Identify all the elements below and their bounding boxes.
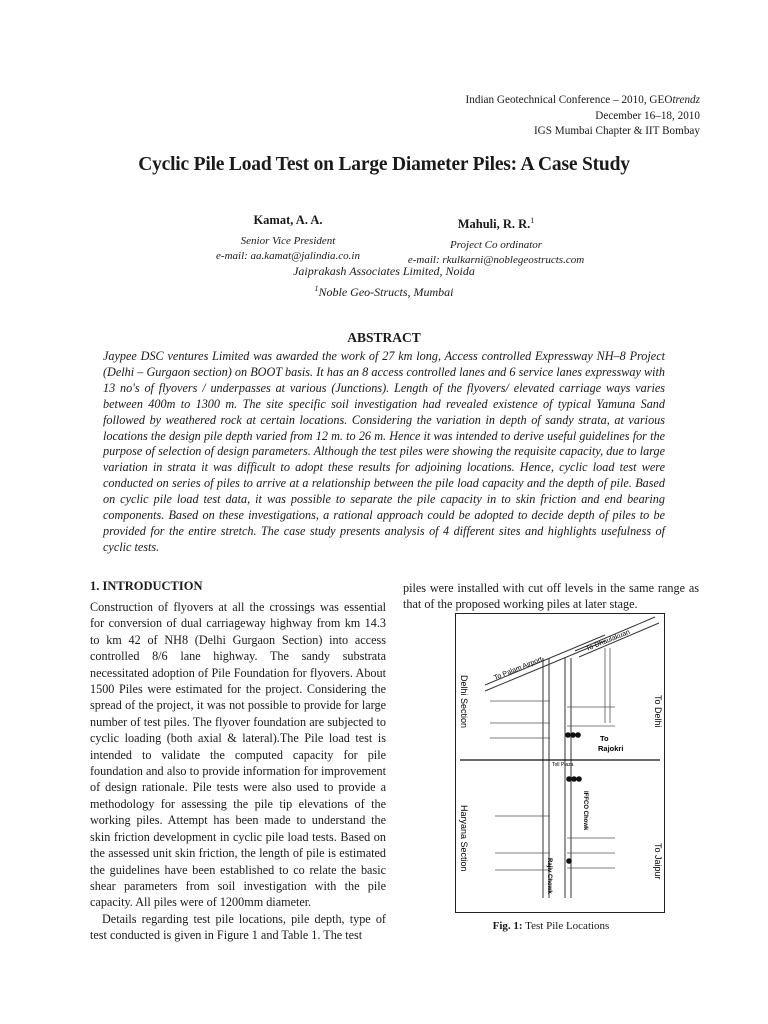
label-to: To bbox=[600, 734, 609, 743]
section-heading-introduction: 1. INTRODUCTION bbox=[90, 579, 203, 593]
paper-title: Cyclic Pile Load Test on Large Diameter Piles: A Case Study bbox=[138, 154, 630, 175]
label-delhi-section: Delhi Section bbox=[459, 675, 469, 729]
label-rajiv-chowk: Rajiv Chowk bbox=[546, 858, 552, 894]
author-1-role: Senior Vice President bbox=[240, 235, 336, 247]
intro-paragraph-2: Details regarding test pile locations, pile depth, type of test conducted is given in Figure 1 and Table 1. The test bbox=[90, 911, 386, 943]
intro-paragraph-1: Construction of flyovers at all the crossings was essential for conversion of dual carriageway highway from km 14.3 to km 42 of NH8 (Delhi Gurgaon Section) into access controlled 8/6 lane highway. The sandy substrata necessitated adoption of Pile Foundation for flyovers. About 1500 Piles were estimated for the project. Considering the spread of the project, it was not possible to provide for large number of test piles. The flyover foundation are subjected to cyclic loading (both axial & lateral).The Pile load test is intended to validate the computed capacity for pile foundation and also to provide information for improvement of design rationale. Pile tests were also used to provide a methodology for assessing the pile tip elevations of the working piles. Attempt has been made to understand the skin friction development in cyclic pile load tests. Based on the assessed unit skin friction, the length of pile is estimated the guidelines have been established to co relate the basic shear parameters from soil investigation with the pile capacity. All piles were of 1200mm diameter. bbox=[90, 600, 386, 910]
affiliation-1: Jaiprakash Associates Limited, Noida bbox=[293, 264, 475, 278]
left-column-text bbox=[90, 599, 386, 944]
label-toll-plaza: Toll Plaza bbox=[552, 762, 574, 768]
author-2-email: e-mail: rkulkarni@noblegeostructs.com bbox=[407, 254, 585, 267]
right-column-text: piles were installed with cut off levels in the same range as that of the proposed working piles at later stage. bbox=[403, 581, 699, 612]
header-line-1: Indian Geotechnical Conference – 2010, GEOtrendz bbox=[465, 94, 700, 106]
abstract-body: Jaypee DSC ventures Limited was awarded the work of 27 km long, Access controlled Expressway NH–8 Project (Delhi – Gurgaon section) on BOOT basis. It has an 8 access controlled lanes and 6 service lanes expressway with 13 no's of flyovers / underpasses at various (Junctions). Length of the flyovers/ elevated carriage ways varies between 400m to 1300 m. The site specific soil investigation had revealed existence of typical Yamuna Sand followed by weathered rock at certain locations. Considering the variation in depth of sandy strata, at various locations the design pile depth varied from 12 m. to 26 m. Hence it was intended to derive useful guidelines for the purpose of selection of design parameters. Although the test piles were showing the requisite capacity, due to large variation in strata it was difficult to adopt these results for adjoining locations. Hence, cyclic load test were conducted on series of piles to arrive at a relationship between the pile load capacity and the depth of pile. Based on cyclic pile load test data, it was possible to separate the pile capacity in to skin friction and end bearing components. Based on these investigations, a rational approach could be adopted to decide depth of piles to be provided for the entire stretch. The case study presents analysis of 4 different sites and highlights usefulness of cyclic tests. bbox=[103, 349, 665, 554]
label-dhaulakuan: To Dhaulakuan bbox=[585, 628, 632, 653]
author-1-name: Kamat, A. A. bbox=[253, 213, 323, 227]
label-haryana-section: Haryana Section bbox=[459, 805, 469, 872]
label-rajokri: Rajokri bbox=[598, 744, 624, 753]
affiliations bbox=[0, 263, 768, 301]
label-to-delhi: To Delhi bbox=[653, 695, 663, 728]
author-1-email: e-mail: aa.kamat@jalindia.co.in bbox=[216, 250, 360, 262]
author-2-name: Mahuli, R. R.$^1$ bbox=[457, 216, 535, 232]
author-2-role: Project Co ordinator bbox=[449, 239, 543, 252]
figure-caption: Fig. 1: Test Pile Locations bbox=[492, 920, 610, 932]
author-2 bbox=[376, 213, 616, 268]
abstract-heading: ABSTRACT bbox=[347, 330, 421, 345]
header-line-2: December 16–18, 2010 bbox=[595, 109, 700, 122]
label-palam-airport: To Palam Airport bbox=[493, 656, 544, 682]
label-to-jaipur: To Jaipur bbox=[653, 843, 663, 880]
test-pile-location-map bbox=[455, 613, 665, 913]
author-1 bbox=[168, 213, 408, 264]
affiliation-2: $^1$Noble Geo-Structs, Mumbai bbox=[314, 284, 454, 299]
header-line-3: IGS Mumbai Chapter & IIT Bombay bbox=[533, 125, 700, 137]
label-iffco-chowk: IFFCO Chowk bbox=[582, 791, 588, 831]
conference-header bbox=[466, 93, 700, 140]
